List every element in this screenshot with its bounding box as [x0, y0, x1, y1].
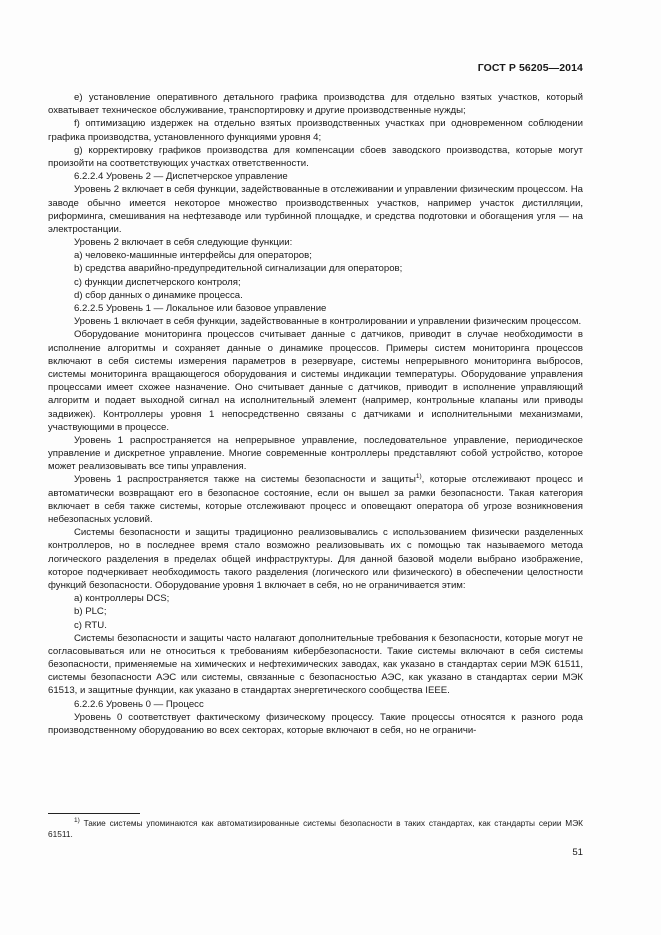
paragraph: b) PLC; [74, 606, 107, 618]
footnote-marker: 1) [74, 817, 80, 824]
paragraph [48, 473, 583, 526]
paragraph: d) сбор данных о динамике процесса. [74, 289, 243, 301]
paragraph: Уровень 2 включает в себя функции, задействованные в отслеживании и управлении физическим процессом. На заводе обычно имеется некоторое множество производственных участков, например участок дистилляции, риформинга, смешивания на нефтезаводе или турбинной площадке, и средства подготовки и обогащения угля — на электростанции. [48, 184, 583, 235]
paragraph: f) оптимизацию издержек на отдельно взятых производственных участках при одновременном соблюдении графика производства, установленного функциями уровня 4; [48, 118, 583, 143]
paragraph: Системы безопасности и защиты традиционно реализовывались с использованием физически разделенных контроллеров, но в последнее время стало возможно реализовывать их с помощью так называемого метода логического разделения в пределах общей инфраструктуры. Для данной базовой модели выбрано изображение, которое подчеркивает необходимость такого разделения (логического или физического) в обеспечении целостности функций безопасности. Оборудование уровня 1 включает в себя, но не ограничивается этим: [48, 527, 583, 591]
footnote-text: Такие системы упоминаются как автоматизированные системы безопасности в таких стандартах, как стандарты серии МЭК 61511. [48, 818, 583, 839]
paragraph: Оборудование мониторинга процессов считывает данные с датчиков, приводит в случае необходимости в исполнение алгоритмы и сохраняет данные о динамике процессов. Примеры систем мониторинга процессов включают в себя системы измерения параметров в резервуаре, системы непрерывного мониторинга выбросов, системы мониторинга вращающегося оборудования и системы индикации температуры. Оборудование управления процессами имеет схожее назначение. Оно считывает данные с датчиков, приводит в исполнение управляющий алгоритм и подает выходной сигнал на исполнительный элемент (например, контрольные клапаны или приводы задвижек). Контроллеры уровня 1 непосредственно связаны с датчиками и исполнительными механизмами, участвующими в процессе. [48, 329, 583, 433]
footnote [48, 818, 583, 840]
paragraph: c) функции диспетчерского контроля; [74, 276, 241, 288]
paragraph: а) контроллеры DCS; [74, 593, 170, 605]
paragraph: e) установление оперативного детального графика производства для отдельно взятых участков, который охватывает техническое обслуживание, транспортировку и другие производственные нужды; [48, 92, 583, 117]
footnote-reference: 1) [415, 473, 422, 481]
paragraph: а) человеко-машинные интерфейсы для операторов; [74, 250, 312, 262]
paragraph-text: , которые отслеживают процесс и автоматически возвращают его в безопасное состояние, если он вышел за рамки безопасности. Такая категория включает в себя также системы, которые отслеживают процесс и оповещают оператора об угрозе возникновения небезопасных условий. [48, 474, 584, 525]
paragraph: b) средства аварийно-предупредительной сигнализации для операторов; [74, 263, 403, 275]
paragraph: 6.2.2.5 Уровень 1 — Локальное или базовое управление [74, 303, 327, 314]
paragraph: Уровень 2 включает в себя следующие функции: [74, 237, 293, 249]
standard-header: ГОСТ Р 56205—2014 [477, 62, 583, 74]
paragraph: c) RTU. [74, 619, 107, 631]
paragraph: Системы безопасности и защиты часто налагают дополнительные требования к безопасности, которые могут не согласовываться или не относиться к требованиям кибербезопасности. Такие системы включают в себя системы безопасности, применяемые на химических и нефтехимических заводах, как указано в стандартах серии МЭК 61511, системы безопасности АЭС или системы, связанные с безопасностью АЭС, как указано в стандартах серии МЭК 61513, и защитные функции, как указано в стандартах энергетического сообщества IEEE. [48, 632, 583, 697]
footnote-divider [48, 813, 140, 814]
paragraph: Уровень 1 распространяется на непрерывное управление, последовательное управление, периодическое управление и дискретное управление. Многие современные контроллеры представляют собой устройство, которое может реализовывать все типы управления. [48, 434, 583, 473]
page-number: 51 [572, 847, 583, 858]
paragraph-text: Уровень 1 распространяется также на системы безопасности и защиты [74, 474, 416, 486]
paragraph: Уровень 1 включает в себя функции, задействованные в контролировании и управлении физическим процессом. [74, 316, 582, 328]
paragraph: g) корректировку графиков производства для компенсации сбоев заводского производства, которые могут произойти на соответствующих участках ответственности. [48, 144, 583, 169]
paragraph: 6.2.2.6 Уровень 0 — Процесс [74, 698, 204, 710]
paragraph: Уровень 0 соответствует фактическому физическому процессу. Такие процессы относятся к разного рода производственному оборудованию во всех секторах, которые включают в себя, но не ограничи- [48, 711, 583, 736]
body-text [48, 91, 583, 737]
paragraph: 6.2.2.4 Уровень 2 — Диспетчерское управление [74, 171, 288, 183]
